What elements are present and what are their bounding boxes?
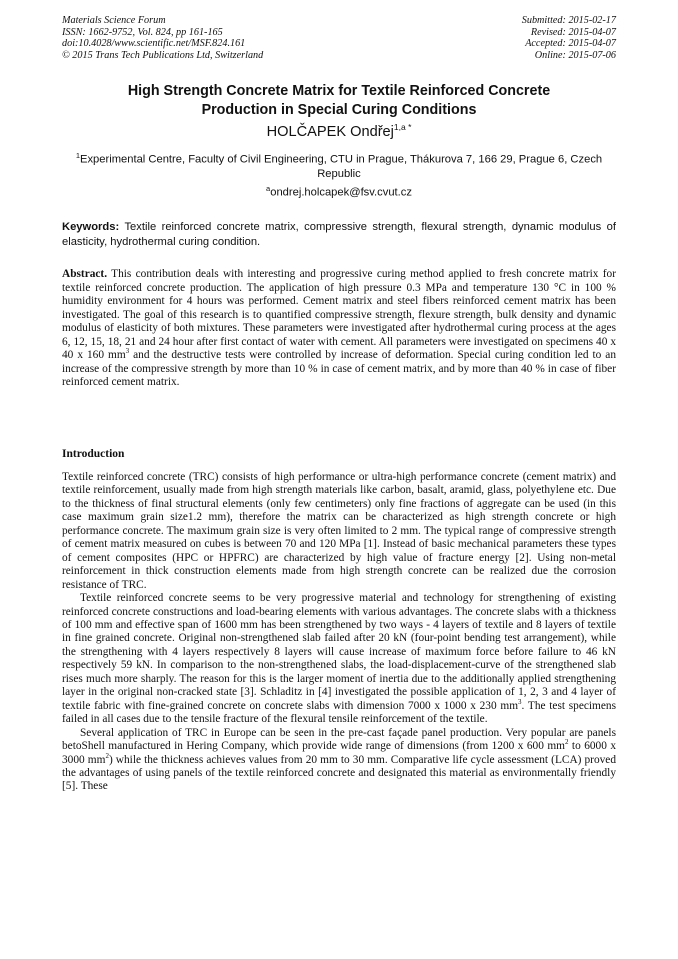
intro-p2-text-b: . The test specimens failed in all cases due to the tensile fracture of the flexural tensile reinforcement of the textile. (62, 699, 616, 726)
intro-paragraph-2 (62, 592, 616, 727)
date-accepted: Accepted: 2015-04-07 (525, 38, 616, 50)
date-online: Online: 2015-07-06 (534, 49, 616, 61)
section-heading-introduction: Introduction (62, 448, 125, 460)
intro-p3-sup-1: 2 (564, 738, 569, 747)
abstract-label: Abstract. (62, 268, 108, 280)
date-submitted: Submitted: 2015-02-17 (521, 15, 616, 26)
title-line-2: Production in Special Curing Conditions (201, 101, 477, 118)
keywords-label: Keywords: (62, 221, 120, 233)
title-line-1: High Strength Concrete Matrix for Textile Reinforced Concrete (127, 83, 551, 99)
publication-dates (522, 15, 616, 61)
journal-doi: doi:10.4028/www.scientific.net/MSF.824.161 (62, 38, 246, 50)
author-name: HOLČAPEK Ondřej (266, 123, 394, 140)
abstract-text-1: This contribution deals with interesting and progressive curing method applied to fresh concrete matrix for textile reinforced concrete production. The application of high pressure 0.3 MPa and temperature 130 °C in 100 % humidity environment for 4 hours was performed. Cement matrix and steel fibers reinforced cement matrix has been investigated. The goal of this research is to quantified compressive strength, flexure strength, bulk density and dynamic modulus of elasticity of both mixtures. These parameters were investigated after hydrothermal curing process at the ages 6, 12, 15, 18, 21 and 24 hour after first contact of water with cement. All parameters were investigated on specimens 40 x 40 x 160 mm (62, 268, 616, 362)
abstract-text-2: and the destructive tests were controlled by increase of deformation. Special curing condition led to an increase of the compressive strength by more than 10 % in case of cement matrix, and by more than 40 % in case of fiber reinforced cement matrix. (62, 349, 617, 389)
journal-copyright: © 2015 Trans Tech Publications Ltd, Switzerland (62, 49, 264, 61)
date-revised: Revised: 2015-04-07 (530, 26, 616, 38)
keywords-text: Textile reinforced concrete matrix, compressive strength, flexural strength, dynamic modulus of elasticity, hydrothermal curing condition. (62, 221, 616, 248)
keywords (62, 220, 616, 249)
abstract-sup: 3 (125, 347, 130, 356)
author-marks: 1,a * (393, 122, 412, 132)
affiliation-text: Experimental Centre, Faculty of Civil Engineering, CTU in Prague, Thákurova 7, 166 29, Prague 6, Czech Republic (80, 153, 603, 180)
intro-paragraph-3 (62, 727, 616, 794)
introduction-body (62, 471, 616, 794)
intro-p2-text-a: Textile reinforced concrete seems to be very progressive material and technology for strengthening of existing reinforced concrete constructions and load-bearing elements with various advantages. The concrete slabs with a thickness of 100 mm and effective span of 1600 mm has been strengthened by two ways - 4 layers of textile and 8 layers of textile in fine grained concrete. Original non-strengthened slab failed after 20 kN (four-point bending test arrangement), while the strengthening with 4 layers respectively 8 layers will cause increase of maximum force before failure to 46 kN respectively 59 kN. In comparison to the non-strengthened slabs, the load-displacement-curve of the strengthened slab rises much more sharply. The reason for this is the larger moment of inertia due to the additionally applied strengthening layer in the original non-cracked state [3]. Schladitz in [4] investigated the possible application of 1, 2, 3 and 4 layer of textile fabric with fine-grained concrete on concrete slabs with dimension 7000 x 1000 x 230 mm (62, 592, 616, 712)
journal-info (62, 15, 263, 61)
abstract (62, 268, 616, 390)
journal-name: Materials Science Forum (62, 15, 166, 26)
author-email (62, 184, 616, 199)
intro-p2-sup: 3 (518, 697, 522, 706)
intro-p3-sup-2: 2 (105, 751, 109, 760)
affiliation (62, 149, 616, 181)
email-mark: a (266, 184, 271, 193)
paper-title (62, 82, 616, 119)
journal-issn: ISSN: 1662-9752, Vol. 824, pp 161-165 (62, 26, 223, 38)
email-address[interactable]: ondrej.holcapek@fsv.cvut.cz (270, 186, 412, 199)
intro-p3-text-c: ) while the thickness achieves values from 20 mm to 30 mm. Comparative life cycle assessment (LCA) proved the advantages of using panels of the textile reinforced concrete and designated this material as environmentally friendly [5]. These (62, 753, 617, 793)
intro-p3-text-a: Several application of TRC in Europe can be seen in the pre-cast façade panel production. Very popular are panels betoShell manufactured in Hering Company, which provide wide range of dimensions (from 1200 x 600 mm (62, 726, 616, 753)
affiliation-mark: 1 (75, 151, 80, 160)
author (62, 122, 616, 140)
intro-paragraph-1: Textile reinforced concrete (TRC) consists of high performance or ultra-high performance concrete (cement matrix) and textile reinforcement, usually made from high strength materials like carbon, basalt, aramid, glass, polyethylene etc. Due to the thickness of final structural elements (only few centimeters) only fine fractions of aggregate can be used (in this case maximum grain size1.2 mm), therefore the matrix can be characterized as high strength concrete or high performance concrete. The maximum grain size is very often limited to 2 mm. The typical range of compressive strength of cement matrix measured on cubes is between 70 and 120 MPa [1]. Instead of basic mechanical parameters these types of cement composites (HPC or HPFRC) are characterized by high value of fracture energy [2]. Using non-metal reinforcement in thick construction elements made from high strength concrete can be realized due the corrosion resistance of TRC. (62, 471, 616, 591)
intro-p3-text-b: to 6000 x 3000 mm (62, 740, 616, 766)
